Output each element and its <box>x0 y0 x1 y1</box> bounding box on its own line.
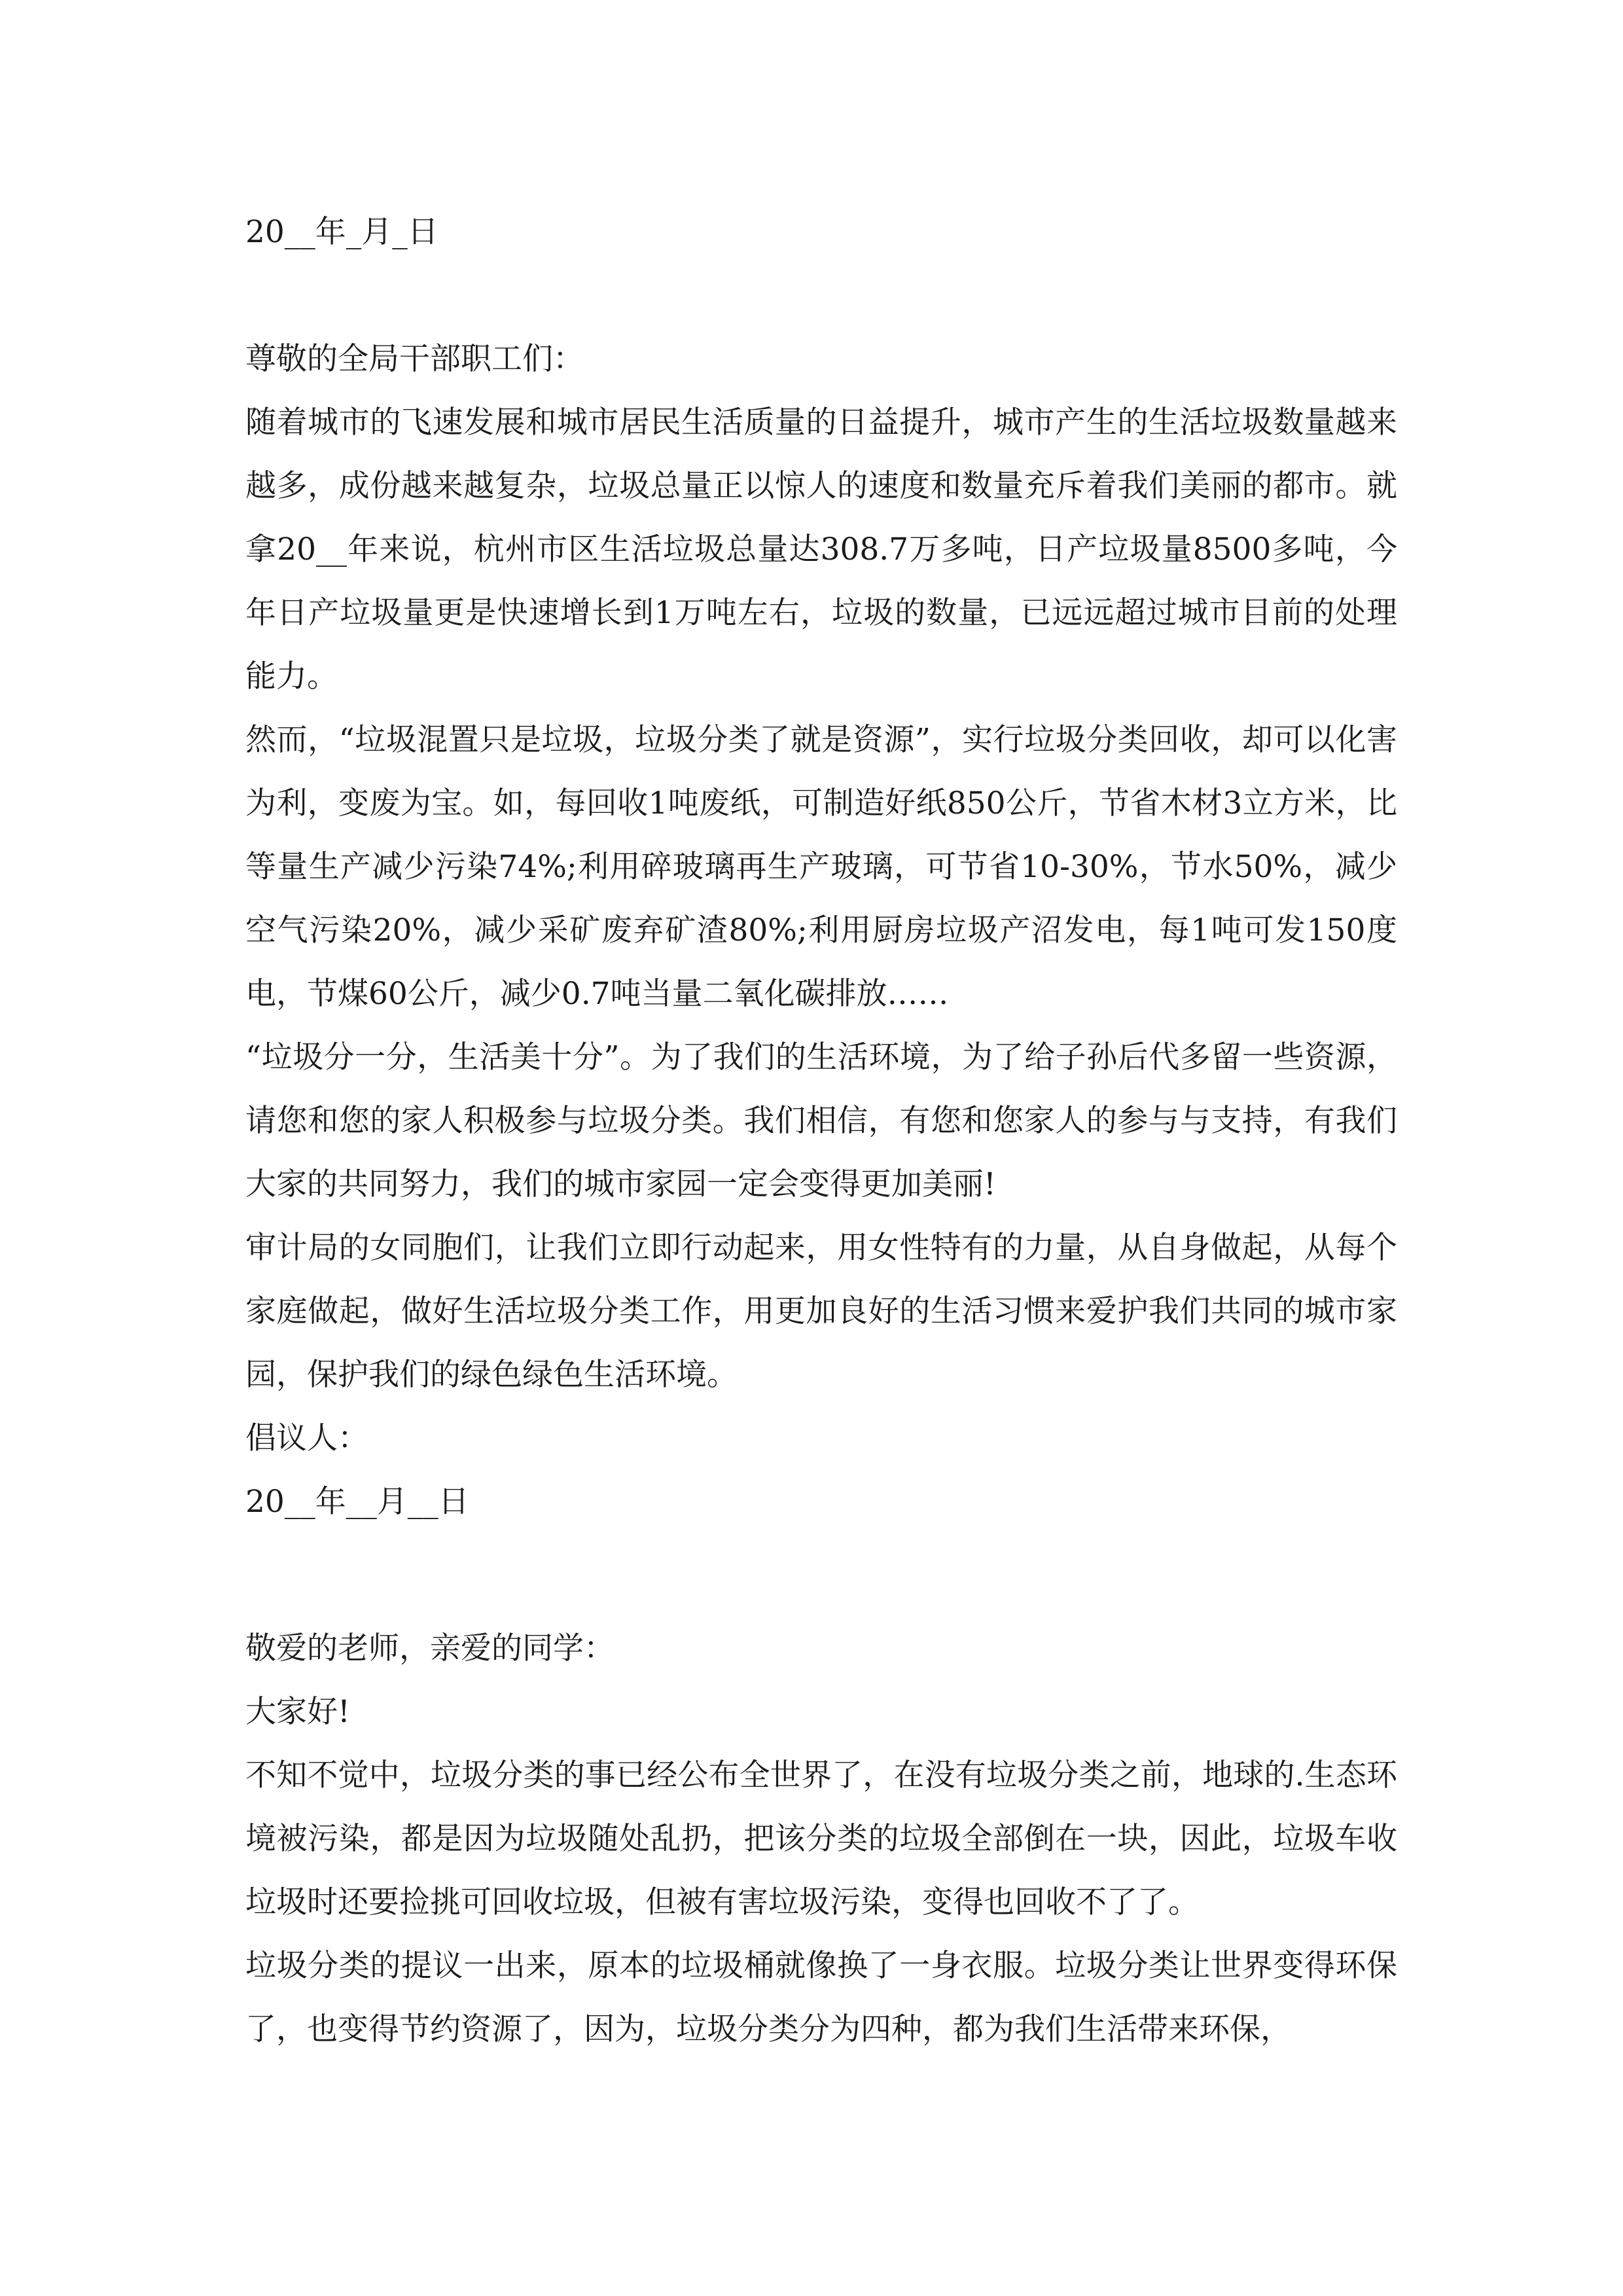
signature-label: 倡议人： <box>245 1420 368 1456</box>
letter-2 <box>245 1617 1397 2061</box>
letter-1-paragraph: 随着城市的飞速发展和城市居民生活质量的日益提升，城市产生的生活垃圾数量越来越多，成份越来越复杂，垃圾总量正以惊人的速度和数量充斥着我们美丽的都市。就拿20__年来说，杭州市区生活垃圾总量达308.7万多吨，日产垃圾量8500多吨，今年日产垃圾量更是快速增长到1万吨左右，垃圾的数量，已远远超过城市目前的处理能力。 <box>245 404 1397 694</box>
letter-1-salutation: 尊敬的全局干部职工们： <box>245 341 584 377</box>
header-date-text: 20__年_月_日 <box>245 214 438 250</box>
letter-2-paragraph: 垃圾分类的提议一出来，原本的垃圾桶就像换了一身衣服。垃圾分类让世界变得环保了，也变得节约资源了，因为，垃圾分类分为四种，都为我们生活带来环保， <box>245 1948 1397 2047</box>
signature-date: 20__年__月__日 <box>245 1484 469 1520</box>
letter-1-paragraph: 然而，“垃圾混置只是垃圾，垃圾分类了就是资源”，实行垃圾分类回收，却可以化害为利，变废为宝。如，每回收1吨废纸，可制造好纸850公斤，节省木材3立方米，比等量生产减少污染74%;利用碎玻璃再生产玻璃，可节省10-30%，节水50%，减少空气污染20%，减少采矿废弃矿渣80%;利用厨房垃圾产沼发电，每1吨可发150度电，节煤60公斤，减少0.7吨当量二氧化碳排放…… <box>245 722 1397 1012</box>
letter-2-salutation: 敬爱的老师，亲爱的同学： <box>245 1630 615 1666</box>
letter-1 <box>245 327 1397 1534</box>
header-date <box>245 200 1397 264</box>
letter-1-paragraph: “垃圾分一分，生活美十分”。为了我们的生活环境，为了给子孙后代多留一些资源，请您和您的家人积极参与垃圾分类。我们相信，有您和您家人的参与与支持，有我们大家的共同努力，我们的城市家园一定会变得更加美丽! <box>245 1039 1397 1202</box>
letter-2-greeting: 大家好! <box>245 1694 350 1730</box>
letter-1-paragraph: 审计局的女同胞们，让我们立即行动起来，用女性特有的力量，从自身做起，从每个家庭做起，做好生活垃圾分类工作，用更加良好的生活习惯来爱护我们共同的城市家园，保护我们的绿色绿色生活环境。 <box>245 1230 1397 1393</box>
letter-2-paragraph: 不知不觉中，垃圾分类的事已经公布全世界了，在没有垃圾分类之前，地球的.生态环境被污染，都是因为垃圾随处乱扔，把该分类的垃圾全部倒在一块，因此，垃圾车收垃圾时还要捡挑可回收垃圾，但被有害垃圾污染，变得也回收不了了。 <box>245 1757 1397 1920</box>
